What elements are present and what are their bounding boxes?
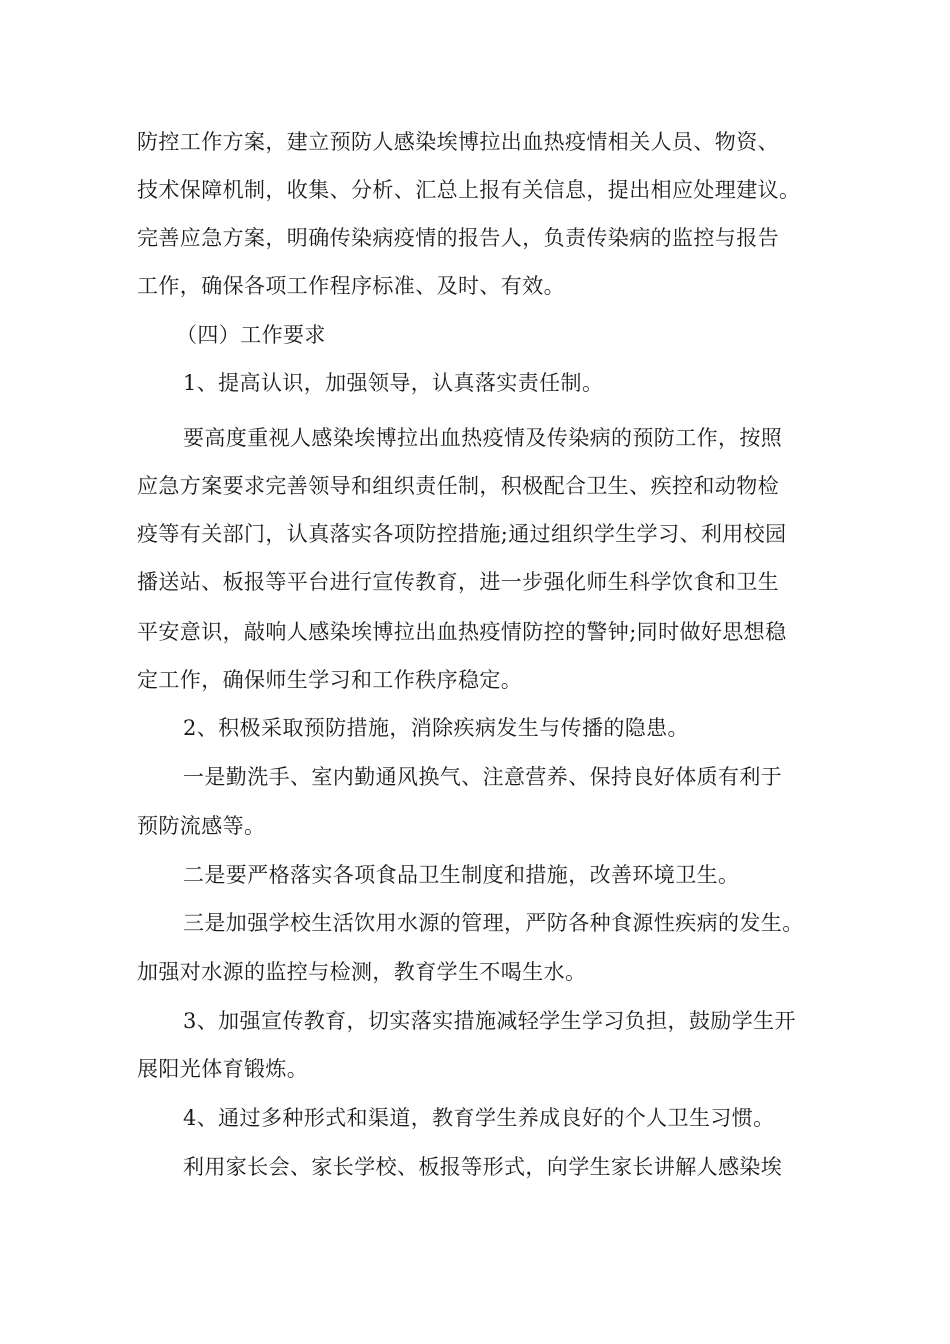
text-line: 一是勤洗手、室内勤通风换气、注意营养、保持良好体质有利于 xyxy=(183,765,783,789)
text-line: 二是要严格落实各项食品卫生制度和措施，改善环境卫生。 xyxy=(183,863,740,887)
text-line: 防控工作方案，建立预防人感染埃博拉出血热疫情相关人员、物资、 xyxy=(137,130,779,154)
text-line: 加强对水源的监控与检测，教育学生不喝生水。 xyxy=(137,960,587,984)
text-line: 应急方案要求完善领导和组织责任制，积极配合卫生、疾控和动物检 xyxy=(137,474,779,498)
text-line: 三是加强学校生活饮用水源的管理，严防各种食源性疾病的发生。 xyxy=(183,911,804,935)
subsection-heading: 1、提高认识，加强领导，认真落实责任制。 xyxy=(183,371,604,395)
text-line: 利用家长会、家长学校、板报等形式，向学生家长讲解人感染埃 xyxy=(183,1155,783,1179)
subsection-heading: 2、积极采取预防措施，消除疾病发生与传播的隐患。 xyxy=(183,716,689,740)
text-line: 疫等有关部门，认真落实各项防控措施;通过组织学生学习、利用校园 xyxy=(137,522,787,546)
text-line: 工作，确保各项工作程序标准、及时、有效。 xyxy=(137,274,565,298)
text-line: 定工作，确保师生学习和工作秩序稳定。 xyxy=(137,668,523,692)
text-line: 播送站、板报等平台进行宣传教育，进一步强化师生科学饮食和卫生 xyxy=(137,570,779,594)
text-line: 技术保障机制，收集、分析、汇总上报有关信息，提出相应处理建议。 xyxy=(137,178,801,202)
text-line: 要高度重视人感染埃博拉出血热疫情及传染病的预防工作，按照 xyxy=(183,426,783,450)
text-line: 预防流感等。 xyxy=(137,814,266,838)
text-line: 完善应急方案，明确传染病疫情的报告人，负责传染病的监控与报告 xyxy=(137,226,779,250)
subsection-heading: 4、通过多种形式和渠道，教育学生养成良好的个人卫生习惯。 xyxy=(183,1106,775,1130)
text-line: 展阳光体育锻炼。 xyxy=(137,1057,309,1081)
subsection-heading: 3、加强宣传教育，切实落实措施减轻学生学习负担，鼓励学生开 xyxy=(183,1009,796,1033)
section-heading: （四）工作要求 xyxy=(176,323,326,347)
text-line: 平安意识，敲响人感染埃博拉出血热疫情防控的警钟;同时做好思想稳 xyxy=(137,620,787,644)
